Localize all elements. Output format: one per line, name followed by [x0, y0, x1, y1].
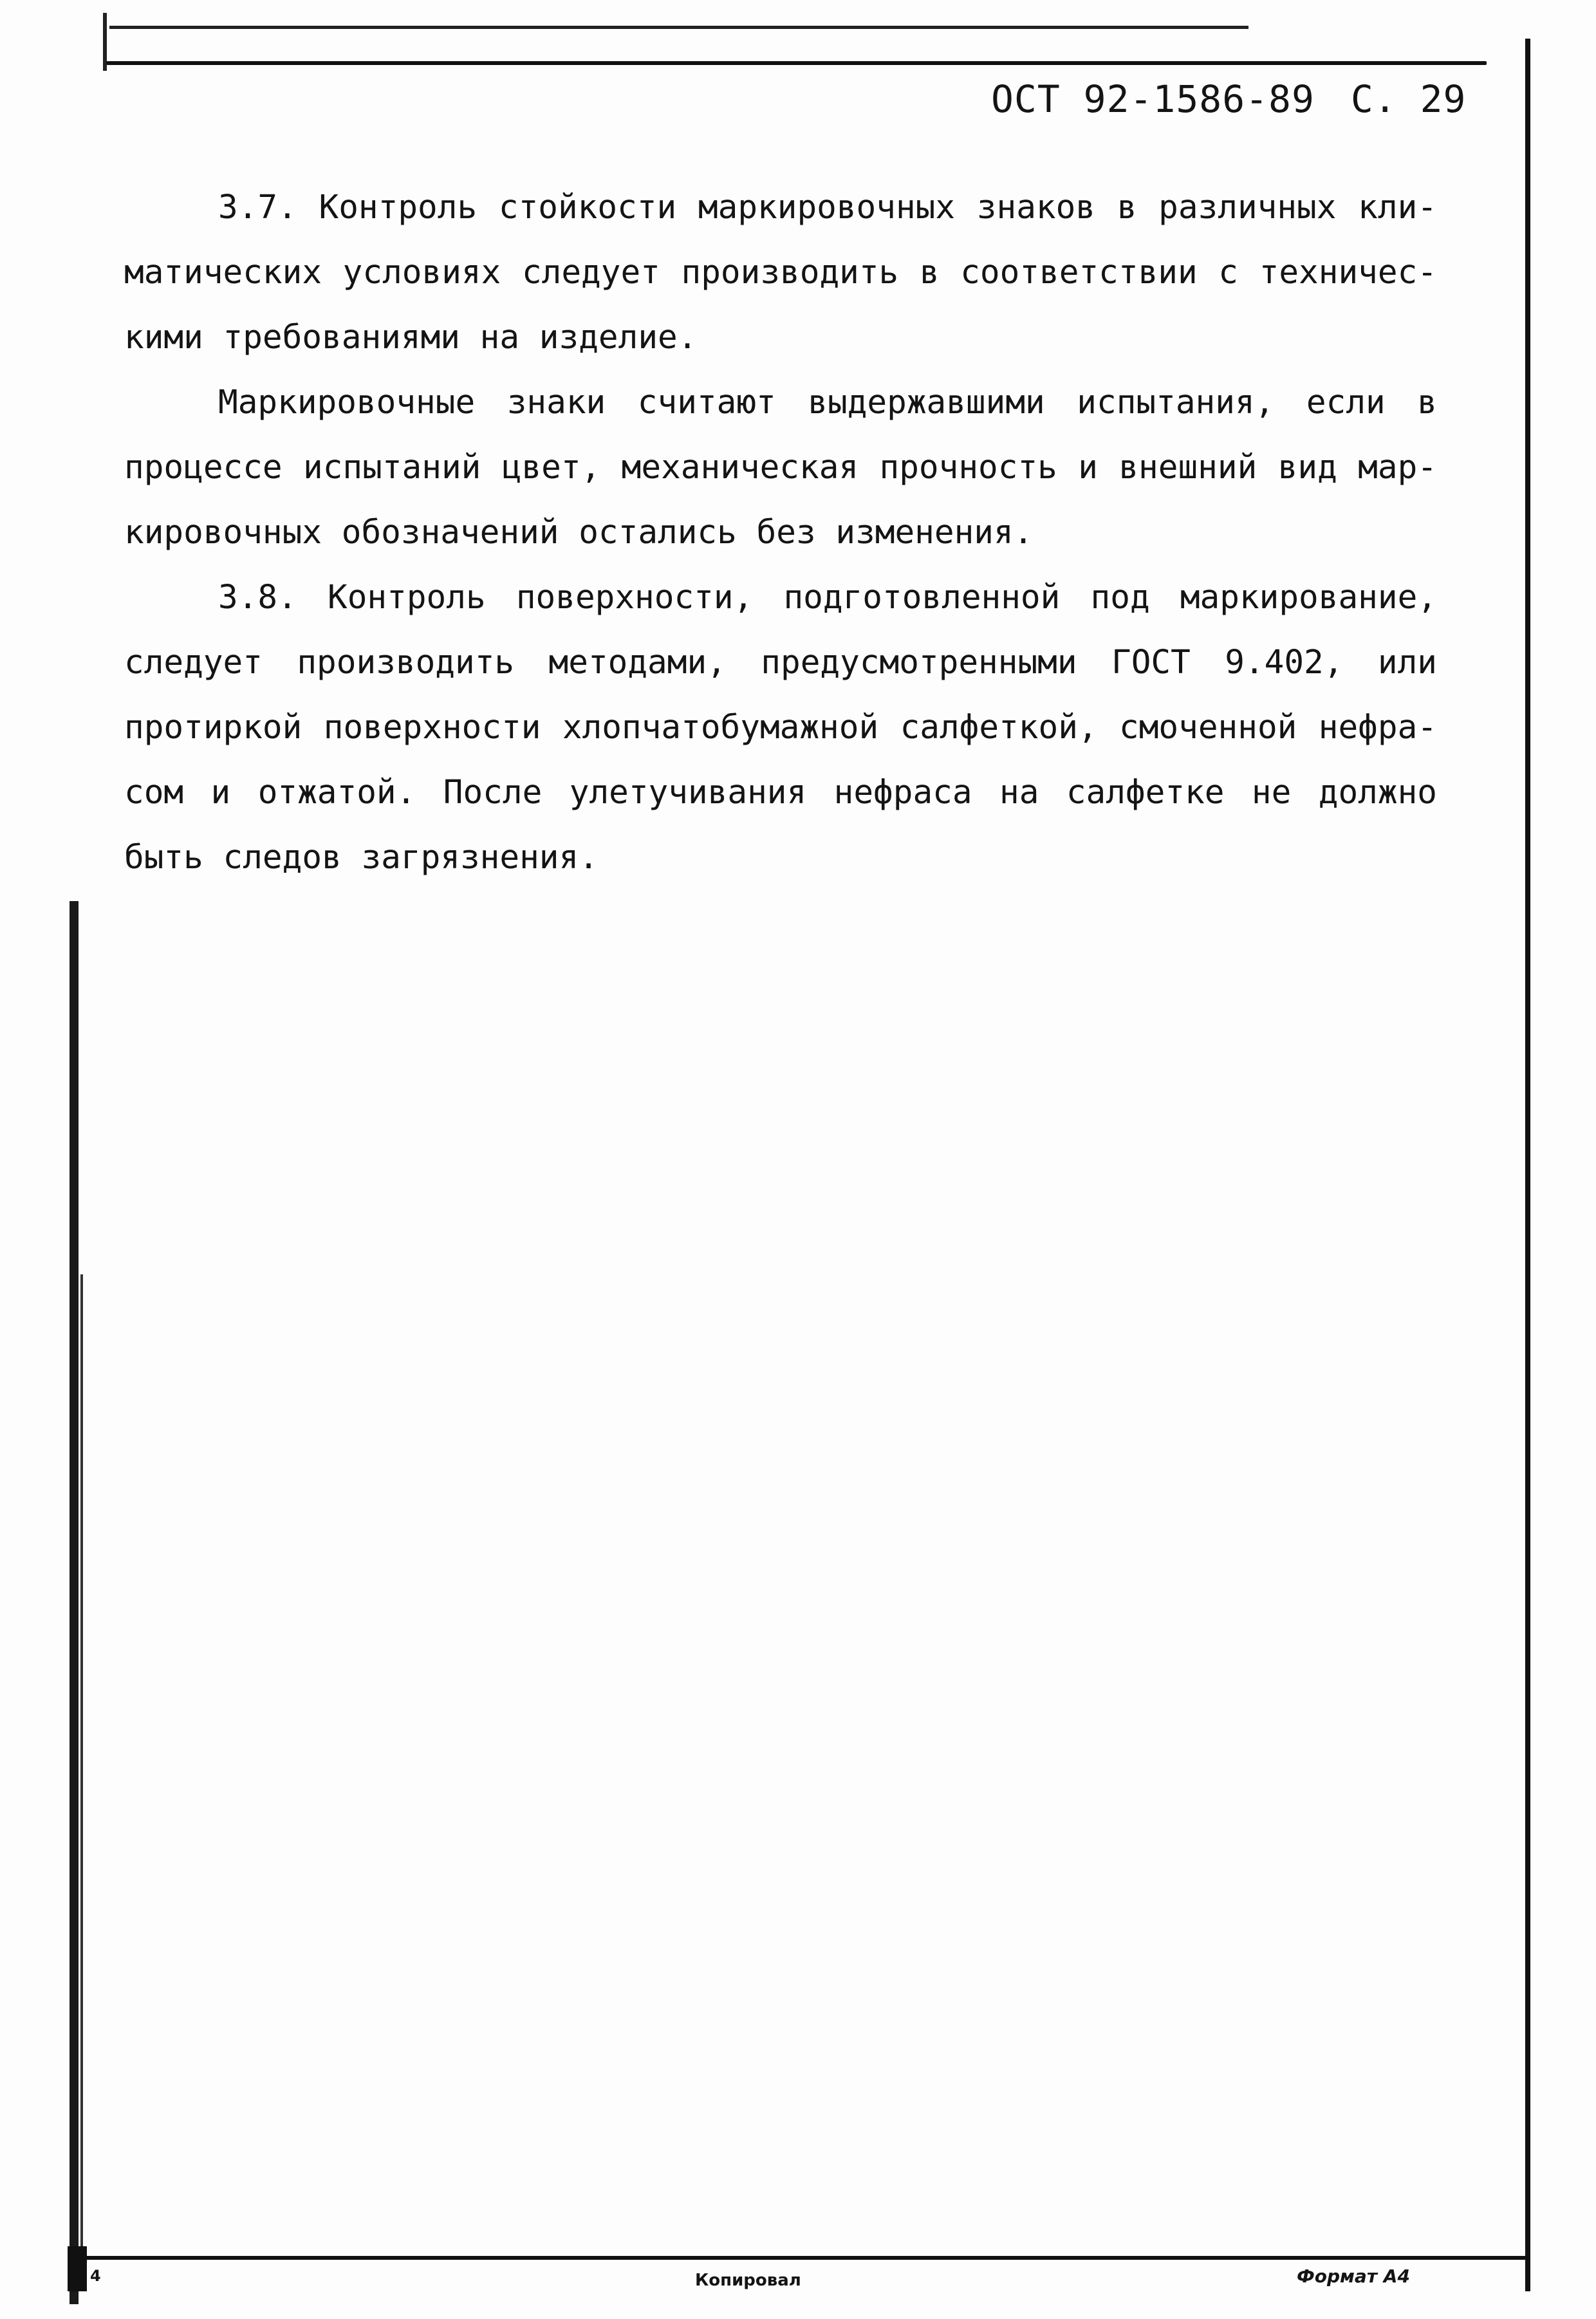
text-line: сом и отжатой. После улетучивания нефраса на салфетке не должно: [124, 774, 1437, 812]
text-line: 3.8. Контроль поверхности, подготовленной под маркирование,: [218, 579, 1437, 617]
text-line: быть следов загрязнения.: [124, 839, 598, 877]
text-line: кими требованиями на изделие.: [124, 319, 698, 357]
text-line: протиркой поверхности хлопчатобумажной салфеткой, смоченной нефра-: [124, 709, 1437, 747]
text-line: процессе испытаний цвет, механическая прочность и внешний вид мар-: [124, 449, 1437, 487]
document-number: ОСТ 92-1586-89: [991, 77, 1315, 121]
footer-left-mark: 4: [90, 2267, 101, 2285]
footer-copied-label: Копировал: [695, 2271, 801, 2290]
frame-top-thin-line: [109, 26, 1248, 29]
text-line: Маркировочные знаки считают выдержавшими испытания, если в: [218, 384, 1437, 422]
text-line: 3.7. Контроль стойкости маркировочных знаков в различных кли-: [218, 189, 1437, 227]
text-line: кировочных обозначений остались без изменения.: [124, 514, 1034, 552]
text-line: следует производить методами, предусмотренными ГОСТ 9.402, или: [124, 644, 1437, 682]
footer-format-label: Формат А4: [1297, 2266, 1410, 2287]
text-line: матических условиях следует производить в соответствии с техничес-: [124, 254, 1437, 292]
frame-right-line: [1525, 39, 1530, 2291]
frame-left-line: [70, 901, 79, 2304]
document-body: [124, 175, 1437, 890]
frame-left-inner-line: [80, 1274, 83, 2291]
page-header: [991, 77, 1466, 121]
frame-bottom-corner: [68, 2246, 87, 2291]
page-number: С. 29: [1350, 77, 1467, 121]
frame-top-line: [106, 61, 1487, 65]
frame-bottom-line: [71, 2256, 1525, 2260]
